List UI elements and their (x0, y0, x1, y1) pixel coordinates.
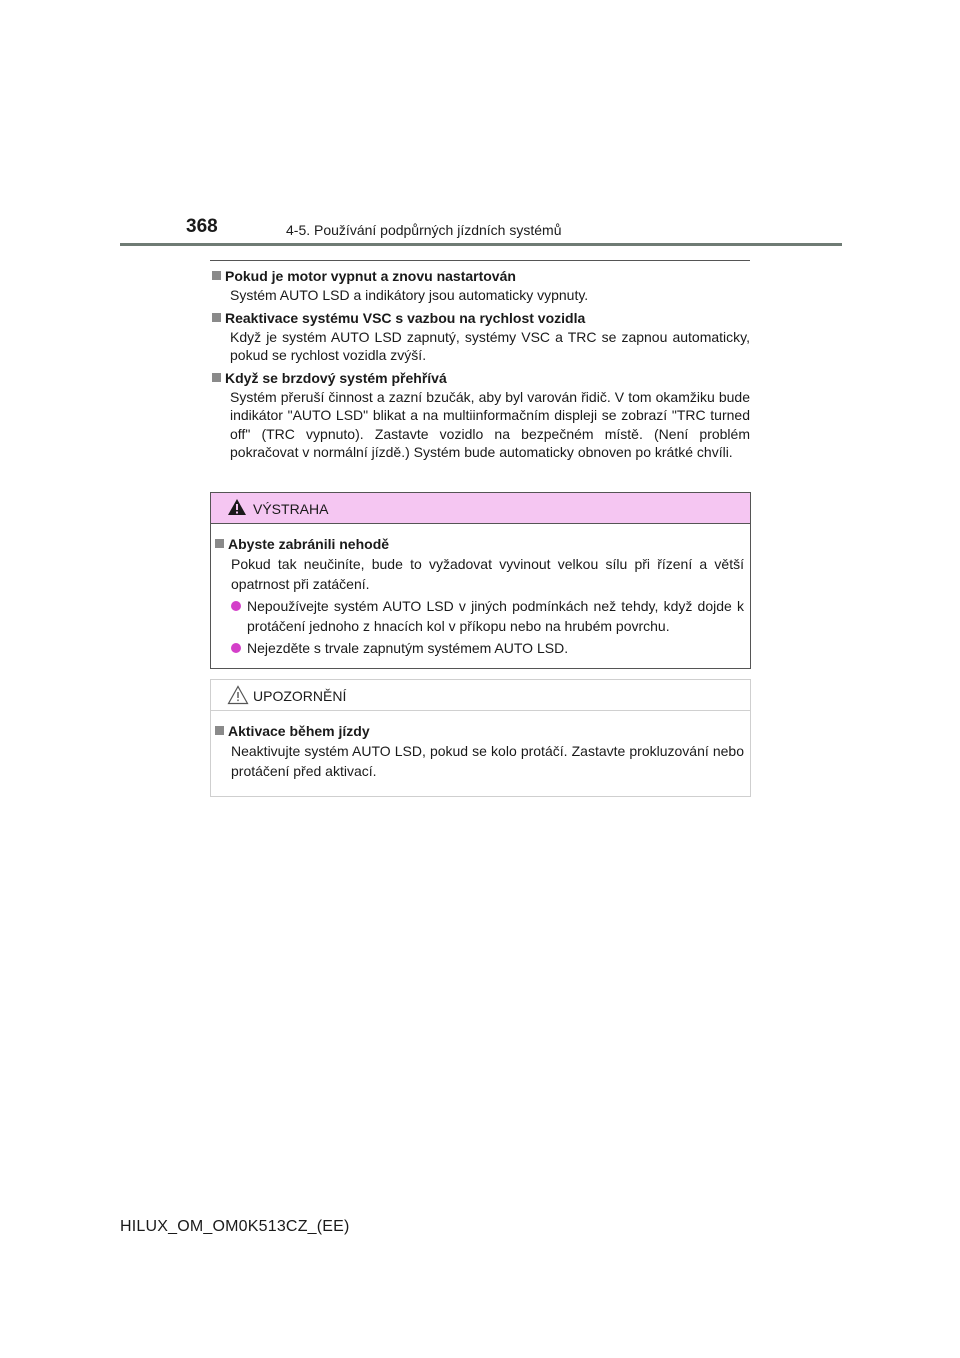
section-brake-overheat (210, 368, 750, 462)
square-bullet-icon (212, 373, 221, 382)
caution-triangle-icon (227, 685, 249, 705)
section-body: Systém přeruší činnost a zazní bzučák, aby byl varován řidič. V tom okamžiku bude indikátor "AUTO LSD" blikat a na multiinformačním displeji se zobrazí "TRC turned off" (TRC vypnuto). Zastavte vozidlo na bezpečném místě. (Není problém pokračovat v normální jízdě.) Systém bude automaticky obnoven po krátké chvíli. (230, 388, 750, 460)
list-item: Nejezděte s trvale zapnutým systémem AUTO LSD. (215, 638, 744, 658)
warning-subheading: Abyste zabránili nehodě (228, 536, 390, 552)
section-engine-restart (210, 266, 750, 305)
section-heading: Když se brzdový systém přehřívá (225, 369, 447, 386)
warning-box (210, 492, 751, 669)
caution-body (211, 711, 750, 781)
section-body: Systém AUTO LSD a indikátory jsou automaticky vypnuty. (230, 287, 589, 303)
bullet-dot-icon (231, 643, 241, 653)
caution-text: Neaktivujte systém AUTO LSD, pokud se kolo protáčí. Zastavte prokluzování nebo protáčení před aktivací. (231, 743, 744, 779)
section-title: 4-5. Používání podpůrných jízdních systémů (286, 222, 562, 238)
main-content (210, 266, 750, 465)
caution-subheading: Aktivace během jízdy (228, 723, 370, 739)
list-item: Nepoužívejte systém AUTO LSD v jiných podmínkách než tehdy, když dojde k protáčení jednoho z hnacích kol v příkopu nebo na hrubém povrchu. (215, 596, 744, 636)
page-number: 368 (186, 216, 218, 237)
caution-header (211, 680, 750, 711)
bullet-dot-icon (231, 601, 241, 611)
section-heading: Reaktivace systému VSC s vazbou na rychlost vozidla (225, 309, 586, 326)
doc-code: HILUX_OM_OM0K513CZ_(EE) (120, 1218, 350, 1235)
warning-header (211, 493, 750, 524)
square-bullet-icon (212, 271, 221, 280)
page-header (120, 216, 842, 246)
warning-body (211, 524, 750, 658)
square-bullet-icon (215, 539, 224, 548)
warning-bullet-list (215, 596, 744, 658)
section-vsc-reactivation (210, 308, 750, 365)
warning-title: VÝSTRAHA (253, 501, 329, 517)
warning-triangle-icon (227, 498, 247, 516)
section-body: Když je systém AUTO LSD zapnutý, systémy VSC a TRC se zapnou automaticky, pokud se rychlost vozidla zvýší. (230, 328, 750, 363)
square-bullet-icon (215, 726, 224, 735)
square-bullet-icon (212, 313, 221, 322)
caution-box (210, 679, 751, 797)
caution-title: UPOZORNĚNÍ (253, 688, 347, 704)
header-rule (120, 243, 842, 246)
content-rule (210, 260, 750, 261)
section-heading: Pokud je motor vypnut a znovu nastartován (225, 268, 516, 284)
warning-text: Pokud tak neučiníte, bude to vyžadovat vyvinout velkou sílu při řízení a větší opatrnost při zatáčení. (231, 556, 744, 592)
